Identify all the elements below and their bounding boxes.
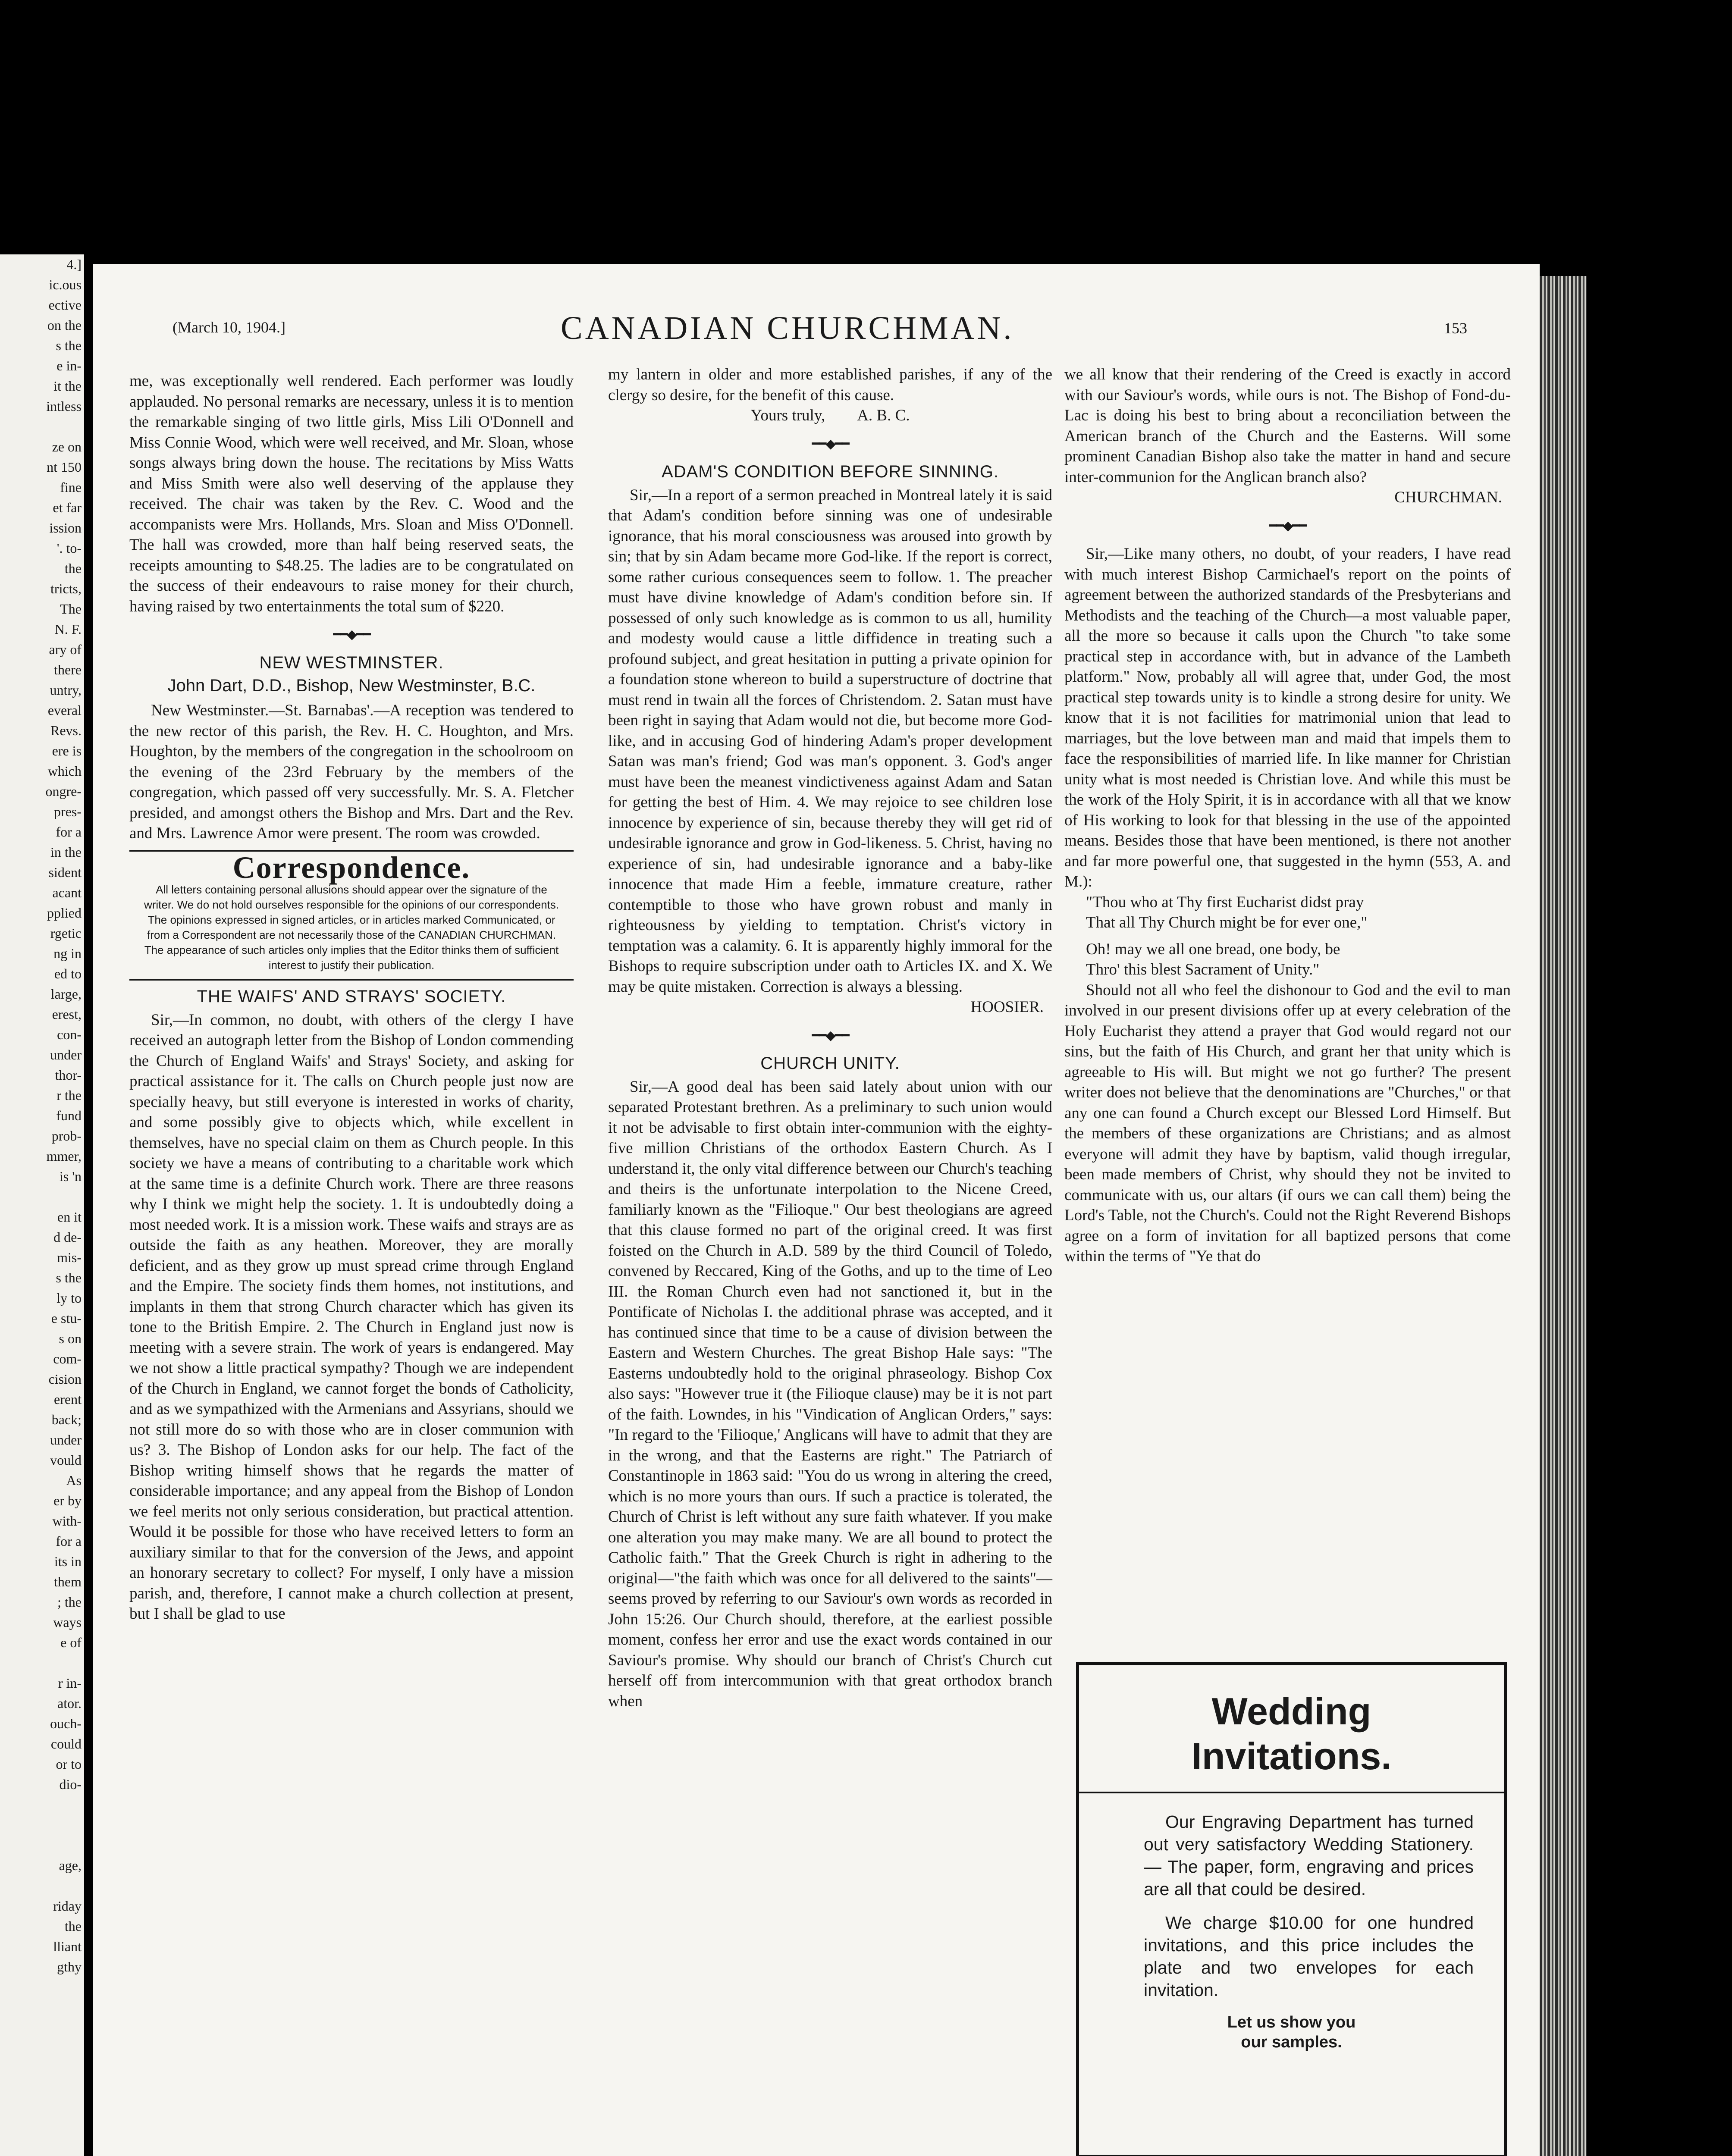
- unity-letter-2-continued: Should not all who feel the dishonour to God and the evil to man involved in our present divisions offer up at every celebration of the Holy Eucharist they attend a prayer that God would regard not our sins, but the faith of His Church, and grant her that unity which is agreeable to His will. But might we not go further? The present writer does not believe that the denominations are "Churches," or that any one can found a Church except our Blessed Lord Himself. But the members of these organizations are Christians; and as almost everyone will admit they have by baptism, valid though irregular, been made members of Christ, why should they not be invited to communicate with us, our altars (if ours we can call them) being the Lord's Table, not the Church's. Could not the Right Reverend Bishops agree on a form of invitation for all baptized persons that come within the terms of "Ye that do: [1064, 981, 1511, 1265]
- left-strip-line: nt 150: [47, 459, 82, 475]
- left-strip-line: with-: [52, 1513, 82, 1529]
- left-strip-line: ission: [49, 520, 82, 536]
- left-strip-line: rgetic: [50, 925, 82, 941]
- ornament-divider: ━━◆━━: [333, 627, 370, 642]
- left-strip-line: untry,: [50, 682, 82, 698]
- unity-continuation: we all know that their rendering of the Creed is exactly in accord with our Saviour's words, while ours is not. The Bishop of Fond-du-Lac is doing his best to bring about a reconciliation between the American branch of the Church and the Easterns. Will some prominent Canadian Bishop also take the matter in hand and secure inter-communion for the Anglican branch also?: [1064, 366, 1511, 486]
- ad-cta-line: our samples.: [1241, 2033, 1342, 2051]
- left-strip-line: fund: [56, 1108, 82, 1123]
- masthead-title: CANADIAN CHURCHMAN.: [561, 310, 1014, 346]
- left-strip-line: The: [60, 601, 82, 617]
- left-strip-line: ed to: [54, 966, 82, 981]
- correspondence-title: Correspondence.: [232, 850, 471, 885]
- left-strip-line: ongre-: [45, 783, 82, 799]
- left-strip-line: fine: [60, 479, 82, 495]
- ad-title-line-2: Invitations.: [1191, 1735, 1392, 1777]
- new-westminster-text: New Westminster.—St. Barnabas'.—A reception was tendered to the new rector of this parish, the Rev. H. C. Houghton, and Mrs. Houghton, by the members of the congregation in the schoolroom on the evening of the 23rd February by the members of the congregation, which passed off very successfully. Mr. S. A. Fletcher presided, and amongst others the Bishop and Mrs. Dart and the Rev. and Mrs. Lawrence Amor were present. The room was crowded.: [129, 702, 574, 842]
- ornament-divider: ━━◆━━: [812, 436, 849, 451]
- unity-letter-text: Sir,—A good deal has been said lately about union with our separated Protestant brethren. As a preliminary to such union would it not be advisable to first obtain inter-communion with the eighty-five million Christians of the orthodox Eastern Church. As I understand it, the only vital difference between our Church's teaching and theirs is the unfortunate interpolation to the Nicene Creed, familiarly known as the "Filioque." Our best theologians are agreed that this clause formed no part of the original creed. It was first foisted on the Church in A.D. 589 by the third Council of Toledo, convened by Reccared, King of the Goths, and up to the time of Leo III. the Roman Church even had not sanctioned it, but in the Pontificate of Nicholas I. the additional phrase was accepted, and it has continued since that time to be a cause of division between the Eastern and Western Churches. The great Bishop Hale says: "The Easterns undoubtedly hold to the original phraseology. Bishop Cox also says: "However true it (the Filioque clause) may be it is not part of the faith. Lowndes, in his "Vindication of Anglican Orders," says: "In regard to the 'Filioque,' Anglicans will have to admit that they are in the wrong, and that the Easterns are right." The Patriarch of Constantinople in 1863 said: "You do us wrong in altering the creed, which is no more yours than ours. If such a practice is tolerated, the Church of Christ is left without any sure faith whatever. If you make one alteration you may make many. We are all bound to protect the Catholic faith." That the Greek Church is right in adhering to the original—"the faith which was once for all delivered to the saints"—seems proved by referring to our Saviour's own words as recorded in John 15:26. Our Church should, therefore, at the earliest possible moment, confess her error and use the exact words contained in our Saviour's promise. Why should our branch of Christ's Church cut herself off from intercommunion with that great orthodox branch when: [608, 1078, 1052, 1710]
- ad-cta-line: Let us show you: [1227, 2013, 1356, 2031]
- hymn-line: "Thou who at Thy first Eucharist didst pray: [1086, 893, 1364, 911]
- left-strip-line: 4.]: [66, 257, 82, 272]
- left-strip-line: com-: [53, 1351, 82, 1366]
- hymn-line: That all Thy Church might be for ever one,": [1086, 914, 1368, 931]
- letter-continuation: my lantern in older and more established parishes, if any of the clergy so desire, for the benefit of this cause.: [608, 366, 1052, 404]
- left-strip-line: e of: [60, 1635, 82, 1650]
- left-strip-line: lliant: [53, 1939, 82, 1954]
- left-strip-line: ly to: [56, 1290, 82, 1306]
- left-strip-line: it the: [53, 378, 82, 394]
- left-strip-line: [0, 1876, 84, 1896]
- left-strip-line: tricts,: [50, 581, 82, 596]
- left-strip-line: [0, 1835, 84, 1855]
- left-strip-line: prob-: [51, 1128, 82, 1144]
- header-date: (March 10, 1904.]: [173, 319, 286, 336]
- left-strip-line: [0, 1795, 84, 1815]
- unity-letter-2-text: Sir,—Like many others, no doubt, of your readers, I have read with much interest Bishop Carmichael's report on the points of agreement between the authorized standards of the Presbyterians and Methodists and the teaching of the Church—a most valuable paper, all the more so because it calls upon the Church "to take some practical step in accordance with, but in advance of the Lambeth platform." Now, probably all will agree that, under God, the most practical step towards unity is to kindle a strong desire for unity. We know that it is not facilities for matrimonial union that lead to marriages, but the love between man and maid that impels them to face the responsibilities of married life. In like manner for Christian unity what is most needed is Christian love. And while this must be the work of the Holy Spirit, it is in accordance with all that we know of His working to look for that blessing in the use of the appointed means. Besides those that have been mentioned, is there not another and far more powerful one, that suggested in the hymn (553, A. and M.):: [1064, 545, 1511, 890]
- left-strip-line: ze on: [52, 439, 82, 454]
- left-strip-line: acant: [52, 885, 82, 900]
- left-strip-line: erent: [54, 1391, 82, 1407]
- left-strip-line: [0, 1815, 84, 1835]
- section-heading-new-westminster: NEW WESTMINSTER.: [259, 653, 444, 672]
- left-strip-line: them: [54, 1574, 82, 1589]
- left-page-fragment: [0, 254, 84, 2156]
- left-strip-line: [0, 417, 84, 437]
- hymn-line: Thro' this blest Sacrament of Unity.": [1086, 961, 1320, 978]
- left-strip-line: thor-: [55, 1067, 82, 1083]
- left-strip-line: As: [66, 1473, 82, 1488]
- column-3: [1064, 364, 1511, 1267]
- left-strip-line: '. to-: [56, 540, 82, 556]
- left-strip-line: [0, 1187, 84, 1207]
- left-strip-line: for a: [56, 824, 82, 840]
- ornament-divider: ━━◆━━: [812, 1028, 849, 1043]
- signoff-initials: A. B. C.: [857, 407, 910, 424]
- article-continuation: me, was exceptionally well rendered. Each performer was loudly applauded. No personal remarks are necessary, unless it is to mention the remarkable singing of two little girls, Miss Lili O'Donnell and Miss Connie Wood, which were well received, and Mr. Sloan, whose songs always bring down the house. The recitations by Miss Watts and Miss Smith were also well deserving of the applause they received. The chair was taken by the Rev. C. Wood and the accompanists were Mrs. Hollands, Mrs. Sloan and Miss O'Donnell. The hall was crowded, more than half being reserved seats, the receipts amounting to $48.25. The ladies are to be congratulated on the success of their endeavours to raise money for their church, having raised by two entertainments the total sum of $220.: [129, 372, 574, 615]
- left-strip-line: pres-: [54, 804, 82, 819]
- left-strip-line: there: [54, 662, 82, 677]
- left-strip-line: r the: [56, 1087, 82, 1103]
- section-heading-adam: ADAM'S CONDITION BEFORE SINNING.: [662, 462, 999, 481]
- section-rule: [129, 979, 574, 981]
- left-strip-line: under: [50, 1432, 82, 1448]
- left-strip-line: ic.ous: [49, 277, 82, 292]
- left-strip-line: under: [50, 1047, 82, 1062]
- left-strip-line: mmer,: [46, 1148, 82, 1164]
- correspondence-notice: All letters containing personal allusions should appear over the signature of the writer. We do not hold ourselves responsible for the opinions of our correspondents. The opinions expressed in signed articles, or in articles marked Communicated, or from a Correspondent are not necessarily those of the CANADIAN CHURCHMAN. The appearance of such articles only implies that the Editor thinks them of sufficient interest to justify their publication.: [144, 883, 559, 971]
- left-strip-line: en it: [57, 1209, 82, 1225]
- bishop-subheading: John Dart, D.D., Bishop, New Westminster, B.C.: [167, 676, 536, 695]
- left-strip-line: the: [64, 1918, 82, 1934]
- ad-title: [1079, 1689, 1504, 1779]
- ad-paragraph: We charge $10.00 for one hundred invitations, and this price includes the plate and two envelopes for each invitation.: [1144, 1913, 1474, 2000]
- left-strip-line: everal: [47, 702, 82, 718]
- left-strip-line: ouch-: [50, 1716, 82, 1731]
- left-strip-line: s on: [59, 1331, 82, 1346]
- left-strip-line: could: [50, 1736, 82, 1752]
- left-strip-line: age,: [59, 1858, 82, 1873]
- left-strip-line: intless: [46, 398, 82, 414]
- left-strip-line: s the: [56, 1270, 82, 1285]
- column-2: [608, 364, 1052, 1711]
- left-strip-line: d de-: [53, 1229, 82, 1245]
- left-strip-line: back;: [51, 1412, 82, 1427]
- left-strip-line: cision: [48, 1371, 82, 1387]
- left-strip-line: Revs.: [50, 723, 82, 738]
- letter-signoff: [608, 405, 1052, 426]
- letter-signature: CHURCHMAN.: [1394, 489, 1502, 506]
- left-strip-line: ator.: [57, 1695, 82, 1711]
- left-strip-line: [0, 1653, 84, 1673]
- page-edges: [1540, 276, 1587, 2156]
- left-strip-line: vould: [50, 1452, 82, 1468]
- left-strip-line: the: [64, 561, 82, 576]
- left-strip-line: pplied: [47, 905, 82, 921]
- left-strip-line: which: [47, 763, 82, 779]
- ad-call-to-action: [1079, 2012, 1504, 2052]
- left-strip-line: gthy: [57, 1959, 82, 1974]
- column-1: [129, 371, 574, 1624]
- left-strip-line: ary of: [49, 642, 82, 657]
- left-strip-line: er by: [53, 1493, 82, 1508]
- left-strip-line: s the: [56, 338, 82, 353]
- hymn-line: Oh! may we all one bread, one body, be: [1086, 940, 1340, 958]
- left-strip-line: its in: [54, 1554, 82, 1569]
- letter-signature: HOOSIER.: [970, 998, 1044, 1016]
- left-strip-line: in the: [50, 844, 82, 860]
- left-strip-line: N. F.: [54, 621, 82, 637]
- ornament-divider: ━━◆━━: [1269, 518, 1306, 533]
- section-heading-unity: CHURCH UNITY.: [760, 1054, 900, 1073]
- left-strip-line: con-: [57, 1027, 82, 1042]
- left-strip-line: is 'n: [59, 1169, 82, 1184]
- left-strip-line: for a: [56, 1533, 82, 1549]
- adam-letter-text: Sir,—In a report of a sermon preached in Montreal lately it is said that Adam's condition before sinning was one of undesirable ignorance, that his moral consciousness was aroused into growth by sin; that by sin Adam became more God-like. If the report is correct, some rather curious consequences seem to follow. 1. The preacher must have divine knowledge of Adam's condition before sin. If possessed of only such knowledge as is common to us all, humility and modesty would cause a little diffidence in treating such a profound subject, and great hesitation in putting a private opinion for a foundation stone whereon to build a superstructure of doctrine that must rend in twain all the forces of Christendom. 2. Satan must have been right in saying that Adam would not die, but become more God-like, and in accusing God of hindering Adam's proper development Satan was man's friend; God was man's opponent. 3. God's anger must have been the meanest vindictiveness against Adam and Satan for getting the best of Him. 4. We may rejoice to see children lose innocence by experience of sin, because thereby they will get rid of undesirable ignorance and grow in God-likeness. 5. Christ, having no experience of sin, had undesirable ignorance and a baby-like innocence that made Him a feeble, immature creature, rather contemptible to those who have grown robust and manly in righteousness by yielding to temptation. Christ's victory in temptation was a calamity. 6. It is apparently highly immoral for the Bishops to require subscription under oath to Articles IX. and X. We may be quite mistaken. Correction is always a blessing.: [608, 486, 1052, 996]
- left-strip-line: on the: [47, 317, 82, 333]
- left-strip-line: large,: [50, 986, 82, 1002]
- left-strip-line: mis-: [57, 1250, 82, 1265]
- left-strip-line: ; the: [57, 1594, 82, 1610]
- ad-paragraph: Our Engraving Department has turned out very satisfactory Wedding Stationery. — The paper, form, engraving and prices are all that could be desired.: [1144, 1812, 1474, 1899]
- left-strip-line: e stu-: [51, 1310, 82, 1326]
- left-strip-line: ways: [53, 1614, 82, 1630]
- signoff-text: Yours truly,: [750, 407, 825, 424]
- ad-title-line-1: Wedding: [1211, 1690, 1371, 1733]
- ad-body: [1144, 1811, 1474, 2001]
- left-strip-line: r in-: [58, 1675, 82, 1691]
- left-strip-line: ective: [48, 297, 82, 313]
- waifs-letter-text: Sir,—In common, no doubt, with others of the clergy I have received an autograph letter from the Bishop of London commending the Church of England Waifs' and Strays' Society, and asking for practical assistance for it. The calls on Church people just now are specially heavy, but still everyone is interested in works of charity, and some possibly give to objects which, while excellent in themselves, have no special claim on them as Church people. In this society we have a means of contributing to a charitable work which at the same time is a definite Church work. There are three reasons why I think we might help the society. 1. It is undoubtedly doing a most needed work. It is a mission work. These waifs and strays are as outside the faith as any heathen. Moreover, they are morally deficient, and as they grow up must spread crime through England and the Empire. The society finds them homes, not institutions, and implants in them that strong Church character which has given its tone to the British Empire. 2. The Church in England just now is meeting with a severe strain. The work of years is endangered. May we not show a little practical sympathy? Though we are independent of the Church in England, we cannot forget the bonds of Catholicity, and as we sympathized with the Armenians and Assyrians, should we not still more do so with those who are in closer communion with us? 3. The Bishop of London asks for our help. The fact of the Bishop writing himself shows that he regards the matter of considerable importance; and any appeal from the Bishop of London we feel merits not only serious consideration, but practical attention. Would it be possible for those who have received letters to form an auxiliary similar to that for the conversion of the Jews, and appoint an honorary secretary to collect? For myself, I only have a mission parish, and, therefore, I cannot make a church collection at present, but I shall be glad to use: [129, 1011, 574, 1623]
- ad-divider: [1079, 1792, 1504, 1793]
- left-strip-line: ng in: [53, 946, 82, 961]
- left-strip-line: sident: [48, 865, 82, 880]
- left-strip-line: dio-: [59, 1777, 82, 1792]
- left-strip-line: ere is: [52, 743, 82, 758]
- page-number: 153: [1444, 320, 1467, 337]
- left-strip-line: or to: [56, 1756, 82, 1772]
- left-strip-line: e in-: [56, 358, 82, 373]
- left-strip-line: et far: [53, 500, 82, 515]
- section-heading-waifs: THE WAIFS' AND STRAYS' SOCIETY.: [197, 987, 506, 1006]
- wedding-invitations-ad: [1076, 1662, 1507, 2156]
- left-strip-line: riday: [53, 1898, 82, 1914]
- left-strip-line: erest,: [52, 1006, 82, 1022]
